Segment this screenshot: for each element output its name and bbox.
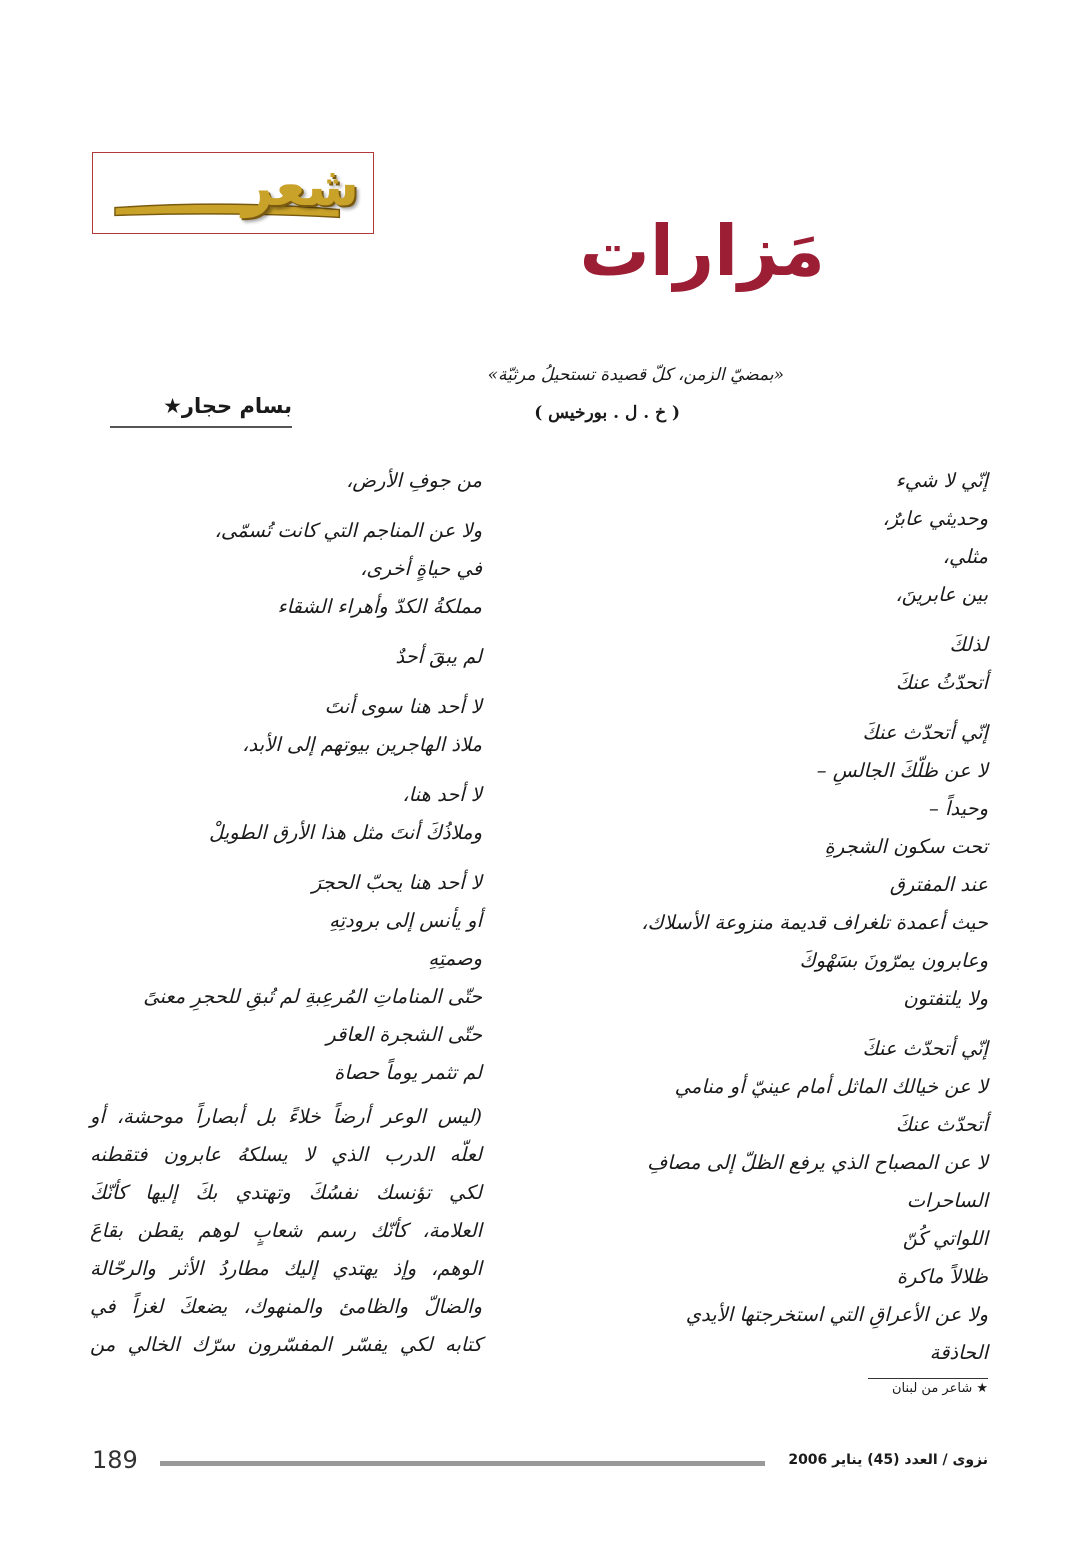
epigraph	[488, 356, 784, 432]
poem-line: الساحرات	[906, 1189, 988, 1212]
poem-line: إنّي أتحدّث عنكَ	[862, 721, 988, 744]
poem-line: الحاذقة	[929, 1341, 988, 1364]
poem-line: لم يبقَ أحدٌ	[395, 645, 482, 668]
section-badge	[92, 152, 374, 234]
poem-lines-left	[90, 462, 482, 1092]
poem-line: وحديثي عابرٌ،	[882, 507, 988, 530]
poem-line: لا أحد هنا يحبّ الحجرَ	[311, 871, 482, 894]
epigraph-quote: «بمضيّ الزمن، كلّ قصيدة تستحيلُ مرثيّة»	[487, 365, 784, 385]
poem-line: لم تثمر يوماً حصاة	[334, 1061, 482, 1084]
poem-line: عند المفترق	[889, 873, 988, 896]
stanza-gap	[558, 1018, 988, 1030]
poem-line: لذلكَ	[949, 633, 988, 656]
poem-column-left	[90, 462, 482, 1364]
poem-line: ولا يلتفتون	[903, 987, 988, 1010]
poem-line: وصمتِهِ	[428, 947, 482, 970]
poem-line: لا عن خيالك الماثل أمام عينيّ أو منامي	[674, 1075, 988, 1098]
poem-line: حتّى المناماتِ المُرعِبةِ لم تُبقِ للحجرِ معنىً	[143, 985, 482, 1008]
poem-line: ولا عن الأعراقِ التي استخرجتها الأيدي	[685, 1303, 988, 1326]
poem-line: العلامة، كأنّك رسم شعابٍ لوهم يقطن بقاعَ	[90, 1219, 482, 1242]
poem-line: والضالّ والظامئ والمنهوك، يضعكَ لغزاً في	[90, 1295, 482, 1318]
poem-line: وعابرون يمرّونَ بسَهْوكَ	[799, 949, 988, 972]
poem-line: لا أحد هنا،	[402, 783, 482, 806]
poem-line: مثلي،	[942, 545, 988, 568]
poem-line: إنّي لا شيء	[895, 469, 988, 492]
author-footnote: ★ شاعر من لبنان	[868, 1378, 988, 1396]
footer-rule	[160, 1461, 765, 1466]
poem-line: (ليس الوعر أرضاً خلاءً بل أبصاراً موحشة، أو	[90, 1105, 482, 1128]
poem-paragraph	[90, 1098, 482, 1364]
poem-line: لا عن المصباح الذي يرفع الظلّ إلى مصافِ	[647, 1151, 988, 1174]
poem-line: في حياةٍ أخرى،	[360, 557, 482, 580]
poem-line: حيث أعمدة تلغراف قديمة منزوعة الأسلاك،	[641, 911, 988, 934]
poem-line: لعلّه الدرب الذي لا يسلكهُ عابرون فتقطنه	[90, 1143, 482, 1166]
poem-line: ولا عن المناجم التي كانت تُسمّى،	[214, 519, 482, 542]
poem-line: لكي تؤنسك نفسُكَ وتهتدي بكَ إليها كأنّكَ	[90, 1181, 482, 1204]
stanza-gap	[90, 626, 482, 638]
poem-line: لا عن ظلّكَ الجالسِ –	[816, 759, 988, 782]
poem-line: أو يأنس إلى برودتِهِ	[329, 909, 482, 932]
poem-line: ملاذ الهاجرين بيوتهم إلى الأبد،	[242, 733, 482, 756]
stanza-gap	[90, 500, 482, 512]
poem-line: أتحدّث عنكَ	[895, 1113, 988, 1136]
poem-line: أتحدّثُ عنكَ	[895, 671, 988, 694]
issue-info: نزوى / العدد (45) يناير 2006	[788, 1452, 988, 1468]
poem-line: وحيداً –	[929, 797, 988, 820]
stanza-gap	[90, 676, 482, 688]
poem-line: وملاذُكَ أنتَ مثل هذا الأرق الطويلْ	[209, 821, 482, 844]
page-number: 189	[92, 1446, 138, 1474]
stanza-gap	[558, 614, 988, 626]
stanza-gap	[90, 852, 482, 864]
poem-line: ظلالاً ماكرة	[896, 1265, 988, 1288]
section-label: شعر	[241, 155, 359, 218]
poem-line: لا أحد هنا سوى أنتَ	[324, 695, 482, 718]
stanza-gap	[90, 764, 482, 776]
author-name: بسام حجار★	[110, 394, 292, 428]
poem-column-right	[558, 462, 988, 1372]
poem-line: اللواتي كُنّ	[902, 1227, 988, 1250]
poem-line: من جوفِ الأرض،	[346, 469, 482, 492]
epigraph-source: ( خ . ل . بورخيس )	[534, 403, 680, 423]
poem-line: كتابه لكي يفسّر المفسّرون سرّك الخالي من	[90, 1333, 482, 1356]
poem-line: الوهم، وإذ يهتدي إليك مطاردُ الأثر والرحّالة	[90, 1257, 482, 1280]
poem-line: تحت سكون الشجرةِ	[824, 835, 988, 858]
poem-title: مَزارات	[579, 210, 825, 292]
poem-line: إنّي أتحدّث عنكَ	[862, 1037, 988, 1060]
poem-line: حتّى الشجرة العاقر	[326, 1023, 482, 1046]
poem-line: مملكةُ الكدّ وأهراء الشقاء	[277, 595, 482, 618]
poem-line: بين عابرينَ،	[895, 583, 988, 606]
stanza-gap	[558, 702, 988, 714]
